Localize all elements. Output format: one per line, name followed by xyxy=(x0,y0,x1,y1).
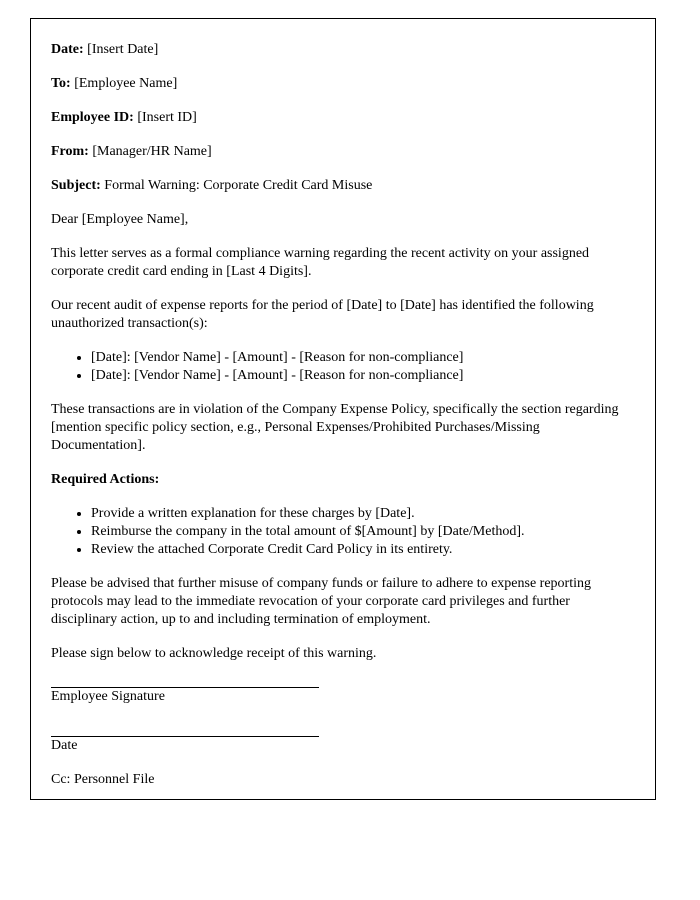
paragraph-audit: Our recent audit of expense reports for the period of [Date] to [Date] has identified the following unauthorized transaction(s): xyxy=(51,298,594,331)
action-item: • Reimburse the company in the total amount of $[Amount] by [Date/Method]. xyxy=(91,523,635,541)
meta-value-subject: Formal Warning: Corporate Credit Card Misuse xyxy=(100,178,373,193)
meta-label-employee-id: Employee ID: xyxy=(51,110,134,125)
transaction-item: • [Date]: [Vendor Name] - [Amount] - [Reason for non-compliance] xyxy=(91,349,635,367)
salutation: Dear [Employee Name], xyxy=(51,212,189,227)
meta-value-to: [Employee Name] xyxy=(70,76,178,91)
meta-value-from: [Manager/HR Name] xyxy=(88,144,212,159)
meta-value-employee-id: [Insert ID] xyxy=(133,110,197,125)
employee-signature-label: Employee Signature xyxy=(51,689,165,704)
transaction-item: • [Date]: [Vendor Name] - [Amount] - [Reason for non-compliance] xyxy=(91,367,635,385)
letter-page xyxy=(30,18,656,800)
meta-label-from: From: xyxy=(51,144,89,159)
meta-line-employee-id xyxy=(51,109,635,127)
paragraph-intro: This letter serves as a formal compliance warning regarding the recent activity on your assigned corporate credit card ending in [Last 4 Digits]. xyxy=(51,246,590,279)
paragraph-sign: Please sign below to acknowledge receipt of this warning. xyxy=(51,646,377,661)
meta-label-date: Date: xyxy=(51,42,84,57)
paragraph-warning: Please be advised that further misuse of company funds or failure to adhere to expense reporting protocols may lead to the immediate revocation of your corporate card privileges and further disciplinary action, up to and including termination of employment. xyxy=(51,576,591,627)
action-item: • Review the attached Corporate Credit Card Policy in its entirety. xyxy=(91,541,635,559)
meta-line-from xyxy=(51,143,635,161)
required-actions-list xyxy=(51,505,635,559)
required-actions-heading: Required Actions: xyxy=(51,472,160,487)
meta-label-to: To: xyxy=(51,76,71,91)
action-item: • Provide a written explanation for these charges by [Date]. xyxy=(91,505,635,523)
meta-line-subject xyxy=(51,177,635,195)
date-signature-label: Date xyxy=(51,738,78,753)
paragraph-violation: These transactions are in violation of the Company Expense Policy, specifically the section regarding [mention specific policy section, e.g., Personal Expenses/Prohibited Purchases/Missing Documentation]. xyxy=(51,402,619,453)
meta-value-date: [Insert Date] xyxy=(83,42,159,57)
meta-line-date xyxy=(51,41,635,59)
transactions-list xyxy=(51,349,635,385)
meta-label-subject: Subject: xyxy=(51,178,101,193)
meta-line-to xyxy=(51,75,635,93)
cc-line: Cc: Personnel File xyxy=(51,772,155,787)
